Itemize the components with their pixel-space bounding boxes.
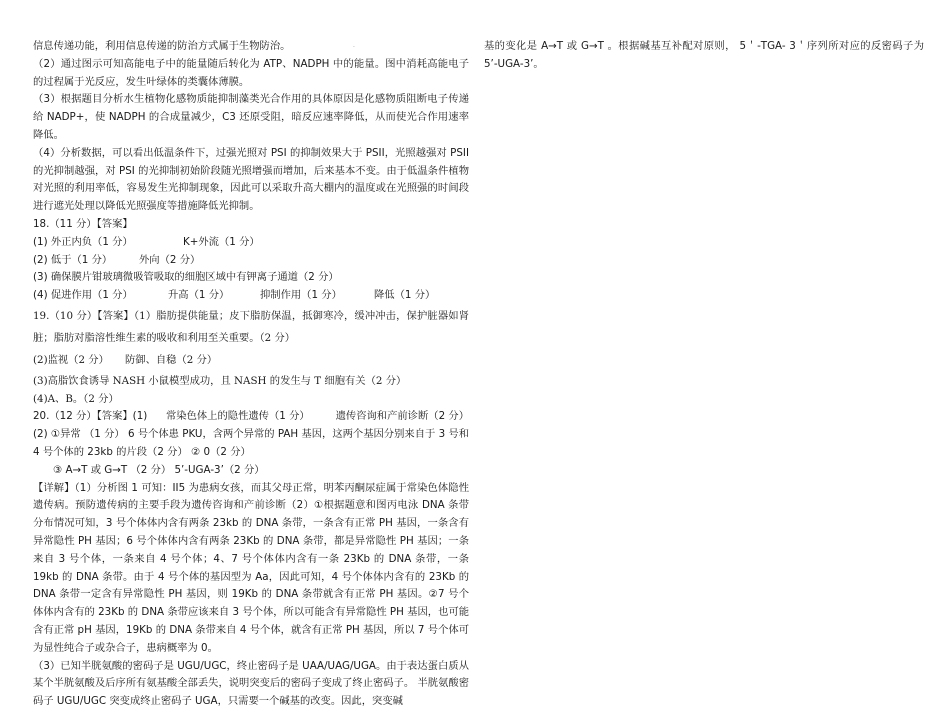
- q17-answer-end: 信息传递功能，利用信息传递的防治方式属于生物防治。: [33, 40, 291, 52]
- q20-line-2: (2) ①异常 （1 分） 6 号个体患 PKU，含两个异常的 PAH 基因，这两个基因分别来自于 3 号和 4 号个体的 23kb 的片段（2 分） ② 0（2 分）: [33, 428, 469, 458]
- q18-line-4: [33, 287, 469, 305]
- q19-2a: (2)监视（2 分）: [33, 353, 109, 366]
- q19-2b: 防御、自稳（2 分）: [125, 353, 218, 366]
- q19-line-2: [33, 352, 469, 370]
- q18-2b: 外向（2 分）: [139, 253, 201, 266]
- q18-4d: 降低（1 分）: [374, 289, 436, 302]
- q17-part3: （3）根据题目分析水生植物化感物质能抑制藻类光合作用的具体原因是化感物质阻断电子传递给 NADP+，使 NADPH 的合成量减少，C3 还原受阻，暗反应速率降低，从而使光合作用速率降低。: [33, 93, 469, 141]
- q18-line-3: (3) 确保膜片钳玻璃微吸管吸取的细胞区域中有钾离子通道（2 分）: [33, 271, 339, 284]
- q20-1b: 遗传咨询和产前诊断（2 分）: [335, 410, 469, 423]
- stray-dot: .: [353, 42, 355, 49]
- q18-2a: (2) 低于（1 分）: [33, 253, 113, 266]
- q18-1b: K+外流（1 分）: [183, 235, 260, 248]
- left-column: [33, 38, 469, 711]
- q20-heading: 20.（12 分）【答案】(1): [33, 410, 148, 423]
- q20-line-1: [33, 408, 469, 426]
- q17-part4: （4）分析数据，可以看出低温条件下，过强光照对 PSI 的抑制效果大于 PSII，光照越强对 PSII 的光抑制越强，对 PSI 的光抑制初始阶段随光照增强而增加，后来基本不变。由于低温条件植物对光照的利用率低，容易发生光抑制现象，因此可以采取升高大棚内的温度或在光照强的时间段进行遮光处理以降低光照强度等措施降低光抑制。: [33, 146, 469, 213]
- q20-line-3: ③ A→T 或 G→T （2 分） 5’-UGA-3’（2 分）: [53, 463, 265, 476]
- q20-detail-continued: 基的变化是 A→T 或 G→T 。根据碱基互补配对原则， 5＇-TGA- 3＇序列所对应的反密码子为 5’-UGA-3’。: [484, 40, 924, 70]
- q18-4b: 升高（1 分）: [168, 289, 230, 302]
- q18-heading: 18.（11 分）【答案】: [33, 217, 133, 230]
- q18-1a: (1) 外正内负（1 分）: [33, 235, 133, 248]
- q18-4a: (4) 促进作用（1 分）: [33, 289, 133, 302]
- q19-line-3: (3)高脂饮食诱导 NASH 小鼠模型成功，且 NASH 的发生与 T 细胞有关（2 分）: [33, 374, 407, 387]
- q20-1a: 常染色体上的隐性遗传（1 分）: [166, 410, 310, 423]
- q18-4c: 抑制作用（1 分）: [260, 289, 342, 302]
- right-column: [484, 38, 924, 74]
- q19-heading: 19.（10 分）【答案】（1）脂肪提供能量；皮下脂肪保温，抵御寒冷，缓冲冲击，保护脏器如肾脏；脂肪对脂溶性维生素的吸收和利用至关重要。（2 分）: [33, 309, 469, 344]
- q18-line-2: [33, 252, 469, 270]
- q20-detail: 【详解】（1）分析图 1 可知：II5 为患病女孩，而其父母正常，明苯丙酮尿症属于常染色体隐性遗传病。预防遗传病的主要手段为遗传咨询和产前诊断（2）①根据题意和图丙电泳 DNA 条带分布情况可知，3 号个体体内含有两条 23kb 的 DNA 条带，一条含有正常 PH 基因，一条含有异常隐性 PH 基因；6 号个体体内含有两条 23Kb 的 DNA 条带，都是异常隐性 PH 基因；一条来自 3 号个体，一条来自 4 号个体；4、7 号个体体内含有一条 23Kb 的 DNA 条带，一条 19kb 的 DNA 条带。由于 4 号个体的基因型为 Aa，因此可知，4 号个体体内含有的 23Kb 的 DNA 条带一定含有异常隐性 PH 基因，则 19Kb 的 DNA 条带就含有正常 PH 基因。②7 号个体体内含有的 23Kb 的 DNA 条带应该来自 3 号个体，所以可能含有异常隐性 PH 基因，也可能含有正常 pH 基因，19Kb 的 DNA 条带来自 4 号个体，就含有正常 PH 基因，所以 7 号个体可为显性纯合子或杂合子，患病概率为 0。: [33, 481, 469, 654]
- q20-detail-3: （3）已知半胱氨酸的密码子是 UGU/UGC，终止密码子是 UAA/UAG/UGA。由于表达蛋白质从某个半胱氨酸及后序所有氨基酸全部丢失，说明突变后的密码子变成了终止密码子。 半胱氨酸密码子 UGU/UGC 突变成终止密码子 UGA，只需要一个碱基的改变。因此，突变碱: [33, 659, 469, 708]
- q19-line-4: (4)A、B。（2 分）: [33, 392, 119, 405]
- q17-part2: （2）通过图示可知高能电子中的能量随后转化为 ATP、NADPH 中的能量。图中消耗高能电子的过程属于光反应，发生叶绿体的类囊体薄膜。: [33, 57, 469, 88]
- q18-line-1: [33, 234, 469, 252]
